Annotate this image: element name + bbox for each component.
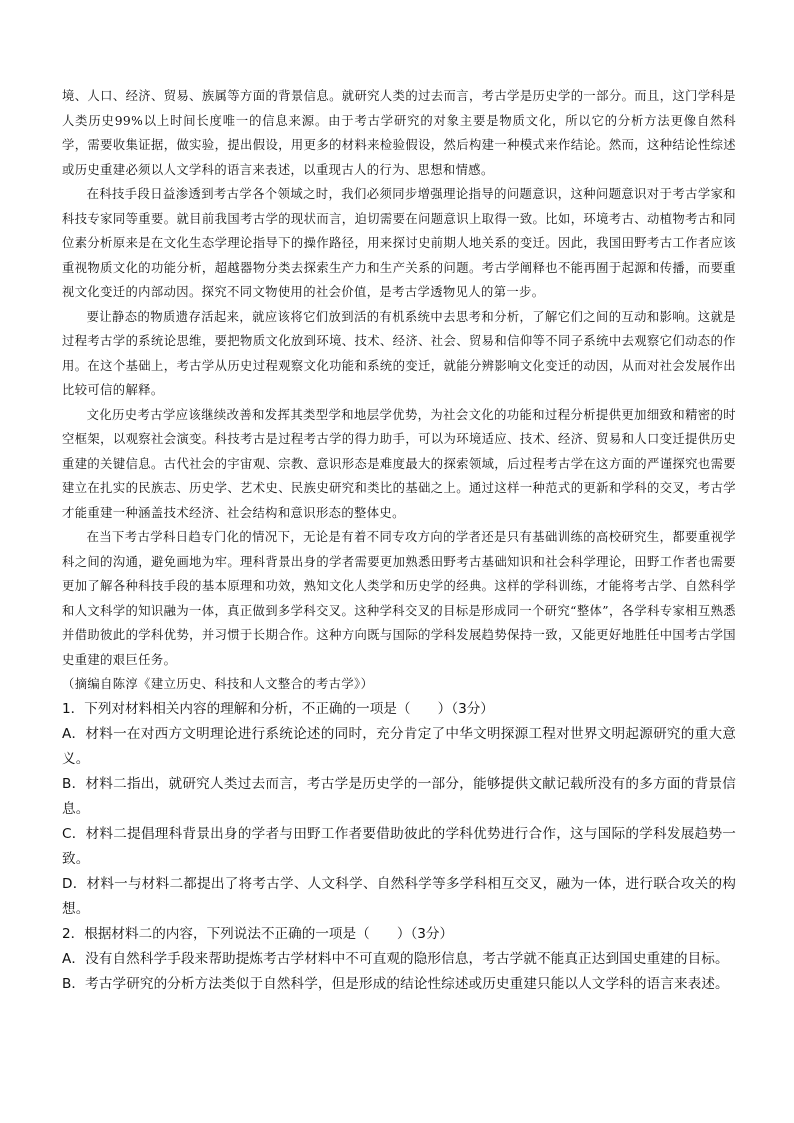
question-stem: 2．根据材料二的内容，下列说法不正确的一项是（ ）（3分） [62,925,454,942]
question-stem: 1．下列对材料相关内容的理解和分析，不正确的一项是（ ）（3分） [62,700,494,717]
reading-passage [62,84,736,697]
question-option-d: D．材料一与材料二都提出了将考古学、人文科学、自然科学等多学科相互交叉，融为一体，进行联合攻关的构想。 [62,875,736,917]
question-option-a: A．没有自然科学手段来帮助提炼考古学材料中不可直观的隐形信息，考古学就不能真正达到国史重建的目标。 [62,950,729,967]
question-list [62,697,736,997]
question-1 [62,697,736,922]
passage-paragraph: 在当下考古学科日趋专门化的情况下，无论是有着不同专攻方向的学者还是只有基础训练的高校研究生，都要重视学科之间的沟通，避免画地为牢。理科背景出身的学者需要更加熟悉田野考古基础知识和社会科学理论，田野工作者也需要更加了解各种科技手段的基本原理和功效，熟知文化人类学和历史学的经典。这样的学科训练，才能将考古学、自然科学和人文科学的知识融为一体，真正做到多学科交叉。这种学科交叉的目标是形成同一个研究“整体”，各学科专家相互熟悉并借助彼此的学科优势，并习惯于长期合作。这种方向既与国际的学科发展趋势保持一致，又能更好地胜任中国考古学国史重建的艰巨任务。 [62,530,736,667]
question-2 [62,922,736,997]
question-option-c: C．材料二提倡理科背景出身的学者与田野工作者要借助彼此的学科优势进行合作，这与国际的学科发展趋势一致。 [62,825,736,867]
passage-paragraph: 在科技手段日益渗透到考古学各个领域之时，我们必须同步增强理论指导的问题意识，这种问题意识对于考古学家和科技专家同等重要。就目前我国考古学的现状而言，迫切需要在问题意识上取得一致。比如，环境考古、动植物考古和同位素分析原来是在文化生态学理论指导下的操作路径，用来探讨史前期人地关系的变迁。因此，我国田野考古工作者应该重视物质文化的功能分析，超越器物分类去探索生产力和生产关系的问题。考古学阐释也不能再囿于起源和传播，而要重视文化变迁的内部动因。探究不同文物使用的社会价值，是考古学透物见人的第一步。 [62,187,736,299]
passage-paragraph: 要让静态的物质遗存活起来，就应该将它们放到活的有机系统中去思考和分析，了解它们之间的互动和影响。这就是过程考古学的系统论思维，要把物质文化放到环境、技术、经济、社会、贸易和信仰等不同子系统中去观察它们动态的作用。在这个基础上，考古学从历史过程观察文化功能和系统的变迁，就能分辨影响文化变迁的动因，从而对社会发展作出比较可信的解释。 [62,309,736,397]
passage-paragraph: 文化历史考古学应该继续改善和发挥其类型学和地层学优势，为社会文化的功能和过程分析提供更加细致和精密的时空框架，以观察社会演变。科技考古是过程考古学的得力助手，可以为环境适应、技术、经济、贸易和人口变迁提供历史重建的关键信息。古代社会的宇宙观、宗教、意识形态是难度最大的探索领域，后过程考古学在这方面的严谨探究也需要建立在扎实的民族志、历史学、艺术史、民族史研究和类比的基础之上。通过这样一种范式的更新和学科的交叉，考古学才能重建一种涵盖技术经济、社会结构和意识形态的整体史。 [62,407,736,520]
question-option-b: B．考古学研究的分析方法类似于自然科学，但是形成的结论性综述或历史重建只能以人文学科的语言来表述。 [62,975,729,992]
question-option-b: B．材料二指出，就研究人类过去而言，考古学是历史学的一部分，能够提供文献记载所没有的多方面的背景信息。 [62,775,736,817]
question-option-a: A．材料一在对西方文明理论进行系统论述的同时，充分肯定了中华文明探源工程对世界文明起源研究的重大意义。 [62,725,736,767]
passage-paragraph-continued: 境、人口、经济、贸易、族属等方面的背景信息。就研究人类的过去而言，考古学是历史学的一部分。而且，这门学科是人类历史99%以上时间长度唯一的信息来源。由于考古学研究的对象主要是物质文化，所以它的分析方法更像自然科学，需要收集证据，做实验，提出假设，用更多的材料来检验假设，然后构建一种模式来作结论。然而，这种结论性综述或历史重建必须以人文学科的语言来表述，以重现古人的行为、思想和情感。 [62,89,736,177]
passage-source: （摘编自陈淳《建立历史、科技和人文整合的考古学》） [62,677,374,691]
